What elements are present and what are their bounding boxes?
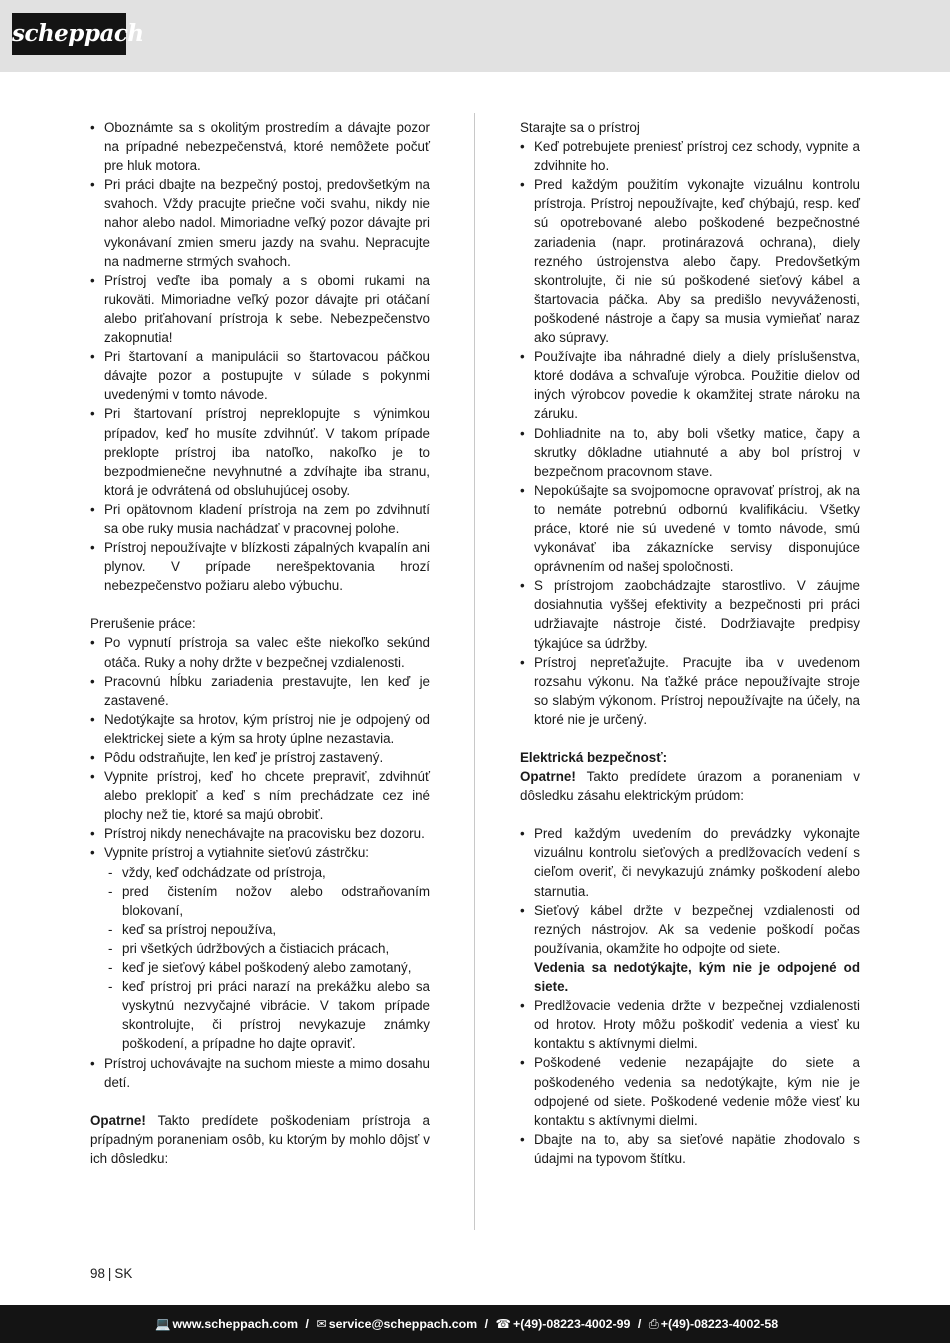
list-item: • Poškodené vedenie nezapájajte do siete a poškodeného vedenia sa nedotýkajte, kým nie je odpojené od siete. Poškodené vedenie môže viesť ku kontaktu s aktívnymi dielmi. bbox=[520, 1053, 860, 1129]
care-list bbox=[520, 137, 860, 729]
list-item: • Oboznámte sa s okolitým prostredím a dávajte pozor na prípadné nebezpečenstvá, ktoré nemôžete počuť pre hluk motora. bbox=[90, 118, 430, 175]
caution-label: Opatrne! bbox=[90, 1112, 146, 1128]
unplug-text: Vypnite prístroj a vytiahnite sieťovú zástrčku: bbox=[104, 845, 370, 861]
electrical-caution-text: Takto predídete úrazom a poraneniam v dôsledku zásahu elektrickým prúdom: bbox=[520, 769, 860, 804]
list-item: • Pri štartovaní a manipulácii so štartovacou páčkou dávajte pozor a postupujte v súlade s pokynmi uvedenými v tomto návode. bbox=[90, 347, 430, 404]
footer-fax: +(49)-08223-4002-58 bbox=[660, 1317, 779, 1331]
list-item: • Dohliadnite na to, aby boli všetky matice, čapy a skrutky dôkladne utiahnuté a aby bol prístroj v bezpečnom pracovnom stave. bbox=[520, 424, 860, 481]
footer-separator: / bbox=[305, 1317, 309, 1331]
list-item: • Pôdu odstraňujte, len keď je prístroj zastavený. bbox=[90, 748, 430, 767]
list-item: • Prístroj uchovávajte na suchom mieste a mimo dosahu detí. bbox=[90, 1054, 430, 1092]
sublist-item: - pred čistením nožov alebo odstraňovaním blokovaní, bbox=[90, 882, 430, 920]
sublist-item: - keď je sieťový kábel poškodený alebo zamotaný, bbox=[90, 958, 430, 977]
safety-list-interruption bbox=[90, 633, 430, 1091]
list-item-cable bbox=[520, 901, 860, 996]
electrical-caution-label: Opatrne! bbox=[520, 769, 576, 785]
safety-list-general bbox=[90, 118, 430, 595]
list-item: • Pri opätovnom kladení prístroja na zem po zdvihnutí sa obe ruky musia nachádzať v pracovnej polohe. bbox=[90, 500, 430, 538]
section-title-electrical-safety: Elektrická bezpečnosť: bbox=[520, 750, 668, 765]
list-item: • Prístroj nikdy nenechávajte na pracovisku bez dozoru. bbox=[90, 824, 430, 843]
footer-separator: / bbox=[484, 1317, 489, 1331]
section-title-care: Starajte sa o prístroj bbox=[520, 120, 640, 135]
sublist-item: - vždy, keď odchádzate od prístroja, bbox=[90, 863, 430, 882]
list-item: • Pri štartovaní prístroj nepreklopujte s výnimkou prípadov, keď ho musíte zdvihnúť. V takom prípade preklopte prístroj iba natoľko, nakoľko je to bezpodmienečne nevyhnutné a zdvíhajte iba stranu, ktorá je odvrátená od obsluhujúcej osoby. bbox=[90, 404, 430, 499]
list-item: • Nepokúšajte sa svojpomocne opravovať prístroj, ak na to nemáte potrebnú odbornú kvalifikáciu. Všetky práce, ktoré nie sú uvedené v tomto návode, smú vykonávať iba zákaznícke servisy disponujúce oprávnením od našej spoločnosti. bbox=[520, 481, 860, 576]
section-title-work-interruption: Prerušenie práce: bbox=[90, 616, 196, 632]
unplug-sublist bbox=[90, 863, 430, 1054]
page-language: SK bbox=[114, 1266, 133, 1281]
caution-text: Takto predídete poškodeniam prístroja a prípadným poraneniam osôb, ku ktorým by mohlo dôjsť v ich dôsledku: bbox=[90, 1112, 430, 1166]
electrical-caution-paragraph bbox=[520, 767, 860, 805]
caution-paragraph bbox=[90, 1111, 430, 1168]
list-item: • Prístroj veďte iba pomaly a s obomi rukami na rukoväti. Mimoriadne veľký pozor dávajte pri otáčaní alebo priťahovaní prístroja k sebe. Nebezpečenstvo zakopnutia! bbox=[90, 271, 430, 347]
footer-separator: / bbox=[637, 1317, 642, 1331]
sublist-item: - keď sa prístroj nepoužíva, bbox=[90, 920, 430, 939]
list-item: • Pri práci dbajte na bezpečný postoj, predovšetkým na svahoch. Vždy pracujte priečne voči svahu, nikdy nie nahor alebo nadol. Mimoriadne veľký pozor dávajte pri vykonávaní zmien smeru jazdy na svahu. Nepracujte na nadmerne strmých svahoch. bbox=[90, 175, 430, 270]
page-number-value: 98 bbox=[90, 1266, 105, 1281]
list-item: • Pred každým uvedením do prevádzky vykonajte vizuálnu kontrolu sieťových a predlžovacích vedení s cieľom overiť, či nevykazujú známky poškodení alebo starnutia. bbox=[520, 824, 860, 900]
list-item: • S prístrojom zaobchádzajte starostlivo. V záujme dosiahnutia vyššej efektivity a bezpečnosti pri práci udržiavajte nástroje čisté. Dodržiavajte predpisy týkajúce sa údržby. bbox=[520, 576, 860, 652]
page-number bbox=[90, 1265, 132, 1283]
right-column bbox=[520, 118, 860, 1168]
scheppach-logo: scheppach bbox=[12, 13, 126, 55]
list-item: • Keď potrebujete preniesť prístroj cez schody, vypnite a zdvihnite ho. bbox=[520, 137, 860, 175]
list-item: • Predlžovacie vedenia držte v bezpečnej vzdialenosti od hrotov. Hroty môžu poškodiť vedenia a viesť ku kontaktu s aktívnymi dielmi. bbox=[520, 996, 860, 1053]
footer-website[interactable]: www.scheppach.com bbox=[172, 1317, 298, 1331]
left-column bbox=[90, 118, 430, 1168]
page-header bbox=[0, 0, 950, 72]
list-item: • Vypnite prístroj, keď ho chcete prepraviť, zdvihnúť alebo preklopiť a keď s ním prechádzate cez iné plochy než tie, ktoré sa majú obrobiť. bbox=[90, 767, 430, 824]
page-number-separator: | bbox=[107, 1266, 112, 1281]
list-item: • Nedotýkajte sa hrotov, kým prístroj nie je odpojený od elektrickej siete a kým sa hroty úplne nezastavia. bbox=[90, 710, 430, 748]
cable-warning-bold: Vedenia sa nedotýkajte, kým nie je odpojené od siete. bbox=[534, 959, 860, 995]
sublist-item: - keď prístroj pri práci narazí na prekážku alebo sa vyskytnú nezvyčajné vibrácie. V takom prípade skontrolujte, či prístroj nevykazuje známky poškodení, a prípadne ho dajte opraviť. bbox=[90, 977, 430, 1053]
footer-phone[interactable]: +(49)-08223-4002-99 bbox=[512, 1317, 631, 1331]
page-footer bbox=[0, 1305, 950, 1343]
footer-email[interactable]: service@scheppach.com bbox=[328, 1317, 478, 1331]
list-item: • Prístroj nepreťažujte. Pracujte iba v uvedenom rozsahu výkonu. Na ťažké práce nepoužívajte stroje so slabým výkonom. Prístroj nepoužívajte na účely, na ktoré nie je určený. bbox=[520, 653, 860, 729]
list-item: • Prístroj nepoužívajte v blízkosti zápalných kvapalín ani plynov. V prípade nerešpektovania hrozí nebezpečenstvo požiaru alebo výbuchu. bbox=[90, 538, 430, 595]
list-item-unplug bbox=[90, 843, 430, 1053]
electrical-safety-list bbox=[520, 824, 860, 1168]
list-item: • Dbajte na to, aby sa sieťové napätie zhodovalo s údajmi na typovom štítku. bbox=[520, 1130, 860, 1168]
sublist-item: - pri všetkých údržbových a čistiacich prácach, bbox=[90, 939, 430, 958]
laptop-icon: 💻 bbox=[155, 1317, 171, 1331]
list-item: • Pred každým použitím vykonajte vizuálnu kontrolu prístroja. Prístroj nepoužívajte, keď chýbajú, resp. keď sú opotrebované alebo poškodené bezpečnostné zariadenia (napr. protinárazová ochrana), diely rezného ústrojenstva alebo čapy. Predovšetkým skontrolujte, či nie sú poškodené sieťový kábel a štartovacia páčka. Aby sa predišlo nevyváženosti, poškodené nástroje a čapy sa musia vymieňať naraz ako súpravy. bbox=[520, 175, 860, 347]
phone-icon: ☎ bbox=[495, 1317, 511, 1331]
list-item: • Používajte iba náhradné diely a diely príslušenstva, ktoré dodáva a schvaľuje výrobca. Použitie dielov od iných výrobcov povedie k okamžitej strate nároku na záruku. bbox=[520, 347, 860, 423]
list-item: • Po vypnutí prístroja sa valec ešte niekoľko sekúnd otáča. Ruky a nohy držte v bezpečnej vzdialenosti. bbox=[90, 633, 430, 671]
fax-icon: ⎙ bbox=[648, 1317, 659, 1331]
cable-text: Sieťový kábel držte v bezpečnej vzdialenosti od rezných nástrojov. Ak sa vedenie poškodí počas používania, okamžite ho odpojte od siete. bbox=[534, 902, 860, 956]
envelope-icon: ✉ bbox=[316, 1317, 327, 1331]
column-divider bbox=[474, 113, 475, 1230]
list-item: • Pracovnú hĺbku zariadenia prestavujte, len keď je zastavené. bbox=[90, 672, 430, 710]
